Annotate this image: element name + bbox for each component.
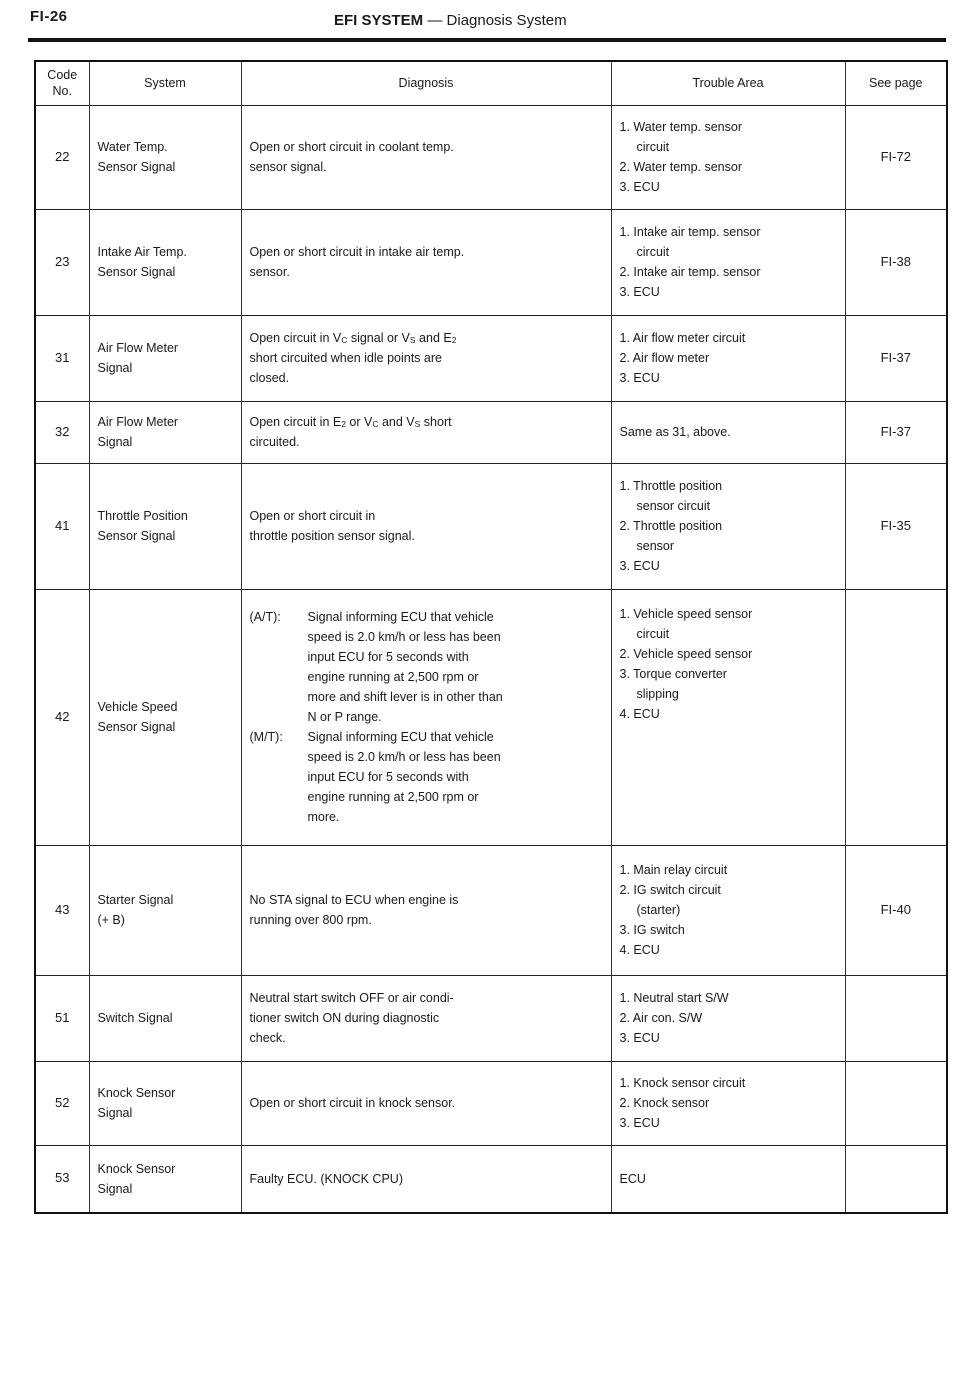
trouble-area-cell: 1. Knock sensor circuit 2. Knock sensor 3. ECU — [611, 1061, 845, 1145]
header-rule — [28, 38, 946, 42]
code-cell: 31 — [35, 315, 89, 401]
diagnosis-cell: Faulty ECU. (KNOCK CPU) — [241, 1145, 611, 1213]
see-page-cell: FI-72 — [845, 105, 947, 209]
page-number: FI-26 — [30, 8, 68, 25]
system-cell: Vehicle Speed Sensor Signal — [89, 589, 241, 845]
trouble-area-cell: 1. Intake air temp. sensor circuit 2. Intake air temp. sensor 3. ECU — [611, 209, 845, 315]
system-cell: Throttle Position Sensor Signal — [89, 463, 241, 589]
diagnosis-cell: Open or short circuit in coolant temp. sensor signal. — [241, 105, 611, 209]
diagnosis-cell: Open circuit in VC signal or VS and E2 short circuited when idle points are closed. — [241, 315, 611, 401]
see-page-cell: FI-37 — [845, 315, 947, 401]
page-title-section: — Diagnosis System — [427, 12, 567, 29]
diagnosis-cell: Open or short circuit in intake air temp. sensor. — [241, 209, 611, 315]
diagnosis-cell: (A/T): Signal informing ECU that vehicle speed is 2.0 km/h or less has been input ECU for 5 seconds with engine running at 2,500 rpm or more and shift lever is in other than N or P range. (M/T): Signal informing ECU that vehicle speed is 2.0 km/h or less has been input ECU for 5 seconds with engine running at 2,500 rpm or more. — [241, 589, 611, 845]
table-row — [35, 463, 947, 589]
column-header-trouble-area: Trouble Area — [611, 61, 845, 105]
trouble-area-cell: 1. Throttle position sensor circuit 2. Throttle position sensor 3. ECU — [611, 463, 845, 589]
code-cell: 42 — [35, 589, 89, 845]
table-row — [35, 975, 947, 1061]
code-cell: 43 — [35, 845, 89, 975]
see-page-cell: FI-35 — [845, 463, 947, 589]
system-cell: Air Flow Meter Signal — [89, 401, 241, 463]
table-row — [35, 105, 947, 209]
column-header-diagnosis: Diagnosis — [241, 61, 611, 105]
system-cell: Knock Sensor Signal — [89, 1061, 241, 1145]
table-header-row — [35, 61, 947, 105]
page-title-system: EFI SYSTEM — [334, 12, 424, 29]
table-row — [35, 1061, 947, 1145]
table-row — [35, 401, 947, 463]
system-cell: Water Temp. Sensor Signal — [89, 105, 241, 209]
code-cell: 51 — [35, 975, 89, 1061]
see-page-cell: FI-37 — [845, 401, 947, 463]
system-cell: Intake Air Temp. Sensor Signal — [89, 209, 241, 315]
trouble-area-cell: 1. Vehicle speed sensor circuit 2. Vehicle speed sensor 3. Torque converter slipping 4. ECU — [611, 589, 845, 845]
code-cell: 41 — [35, 463, 89, 589]
transmission-tag-mt: (M/T): — [249, 730, 283, 744]
see-page-cell — [845, 1061, 947, 1145]
diagnosis-cell: Open or short circuit in throttle position sensor signal. — [241, 463, 611, 589]
code-cell: 22 — [35, 105, 89, 209]
table-row — [35, 589, 947, 845]
code-cell: 53 — [35, 1145, 89, 1213]
diagnosis-table — [34, 60, 948, 1214]
column-header-system: System — [89, 61, 241, 105]
column-header-code: Code No. — [35, 61, 89, 105]
trouble-area-cell: ECU — [611, 1145, 845, 1213]
code-cell: 23 — [35, 209, 89, 315]
system-cell: Starter Signal (+ B) — [89, 845, 241, 975]
system-cell: Air Flow Meter Signal — [89, 315, 241, 401]
code-cell: 52 — [35, 1061, 89, 1145]
table-row — [35, 845, 947, 975]
see-page-cell — [845, 589, 947, 845]
table-row — [35, 315, 947, 401]
trouble-area-cell: 1. Main relay circuit 2. IG switch circuit (starter) 3. IG switch 4. ECU — [611, 845, 845, 975]
transmission-tag-at: (A/T): — [249, 610, 281, 624]
see-page-cell — [845, 975, 947, 1061]
trouble-area-cell: Same as 31, above. — [611, 401, 845, 463]
see-page-cell: FI-38 — [845, 209, 947, 315]
system-cell: Switch Signal — [89, 975, 241, 1061]
code-cell: 32 — [35, 401, 89, 463]
trouble-area-cell: 1. Air flow meter circuit 2. Air flow meter 3. ECU — [611, 315, 845, 401]
diagnosis-cell: No STA signal to ECU when engine is running over 800 rpm. — [241, 845, 611, 975]
table-row — [35, 209, 947, 315]
diagnosis-cell: Open circuit in E2 or VC and VS short circuited. — [241, 401, 611, 463]
column-header-see-page: See page — [845, 61, 947, 105]
diagnosis-cell: Neutral start switch OFF or air condi- tioner switch ON during diagnostic check. — [241, 975, 611, 1061]
see-page-cell — [845, 1145, 947, 1213]
see-page-cell: FI-40 — [845, 845, 947, 975]
page-title — [334, 12, 567, 29]
table-row — [35, 1145, 947, 1213]
trouble-area-cell: 1. Water temp. sensor circuit 2. Water temp. sensor 3. ECU — [611, 105, 845, 209]
trouble-area-cell: 1. Neutral start S/W 2. Air con. S/W 3. ECU — [611, 975, 845, 1061]
system-cell: Knock Sensor Signal — [89, 1145, 241, 1213]
diagnosis-cell: Open or short circuit in knock sensor. — [241, 1061, 611, 1145]
